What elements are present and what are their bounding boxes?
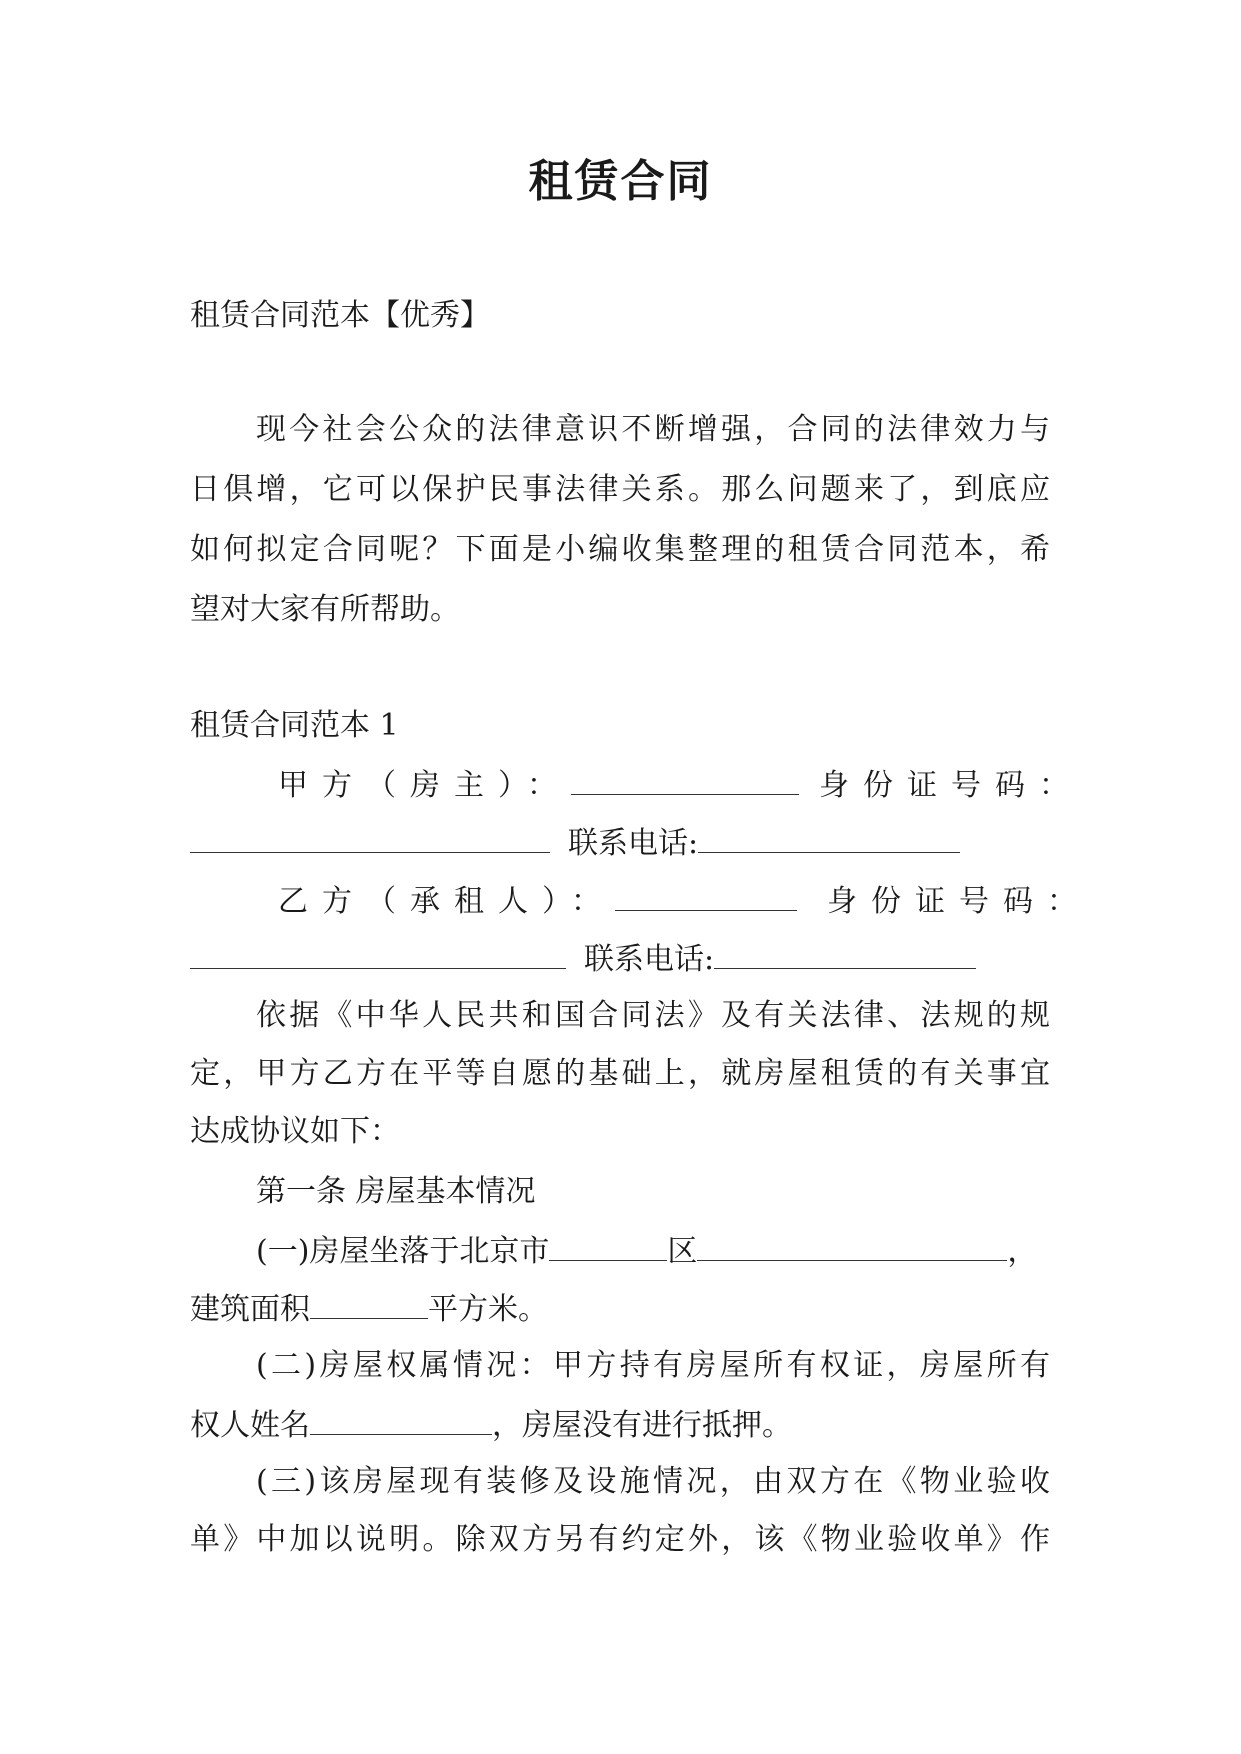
clause-2-owner-suffix: ，房屋没有进行抵押。 [492,1408,792,1443]
party-b-row [278,880,1091,922]
clause-2-line-2 [190,1404,1050,1446]
basis-line-3: 达成协议如下： [190,1114,400,1149]
basis-line-1: 依据《中华人民共和国合同法》及有关法律、法规的规 [256,998,1050,1033]
party-b-label: 乙方（承租人）： [278,884,615,919]
sample-heading: 租赁合同范本 1 [190,708,399,743]
party-a-row [278,764,1083,806]
intro-line-3: 如何拟定合同呢？下面是小编收集整理的租赁合同范本，希 [190,532,1050,567]
clause-1-prefix: (一)房屋坐落于北京市 [256,1234,550,1269]
clause-1-area-prefix: 建筑面积 [190,1292,310,1327]
clause-3-line-1: (三)该房屋现有装修及设施情况，由双方在《物业验收 [256,1464,1050,1499]
party-a-id-label: 身份证号码： [819,768,1083,803]
intro-line-4: 望对大家有所帮助。 [190,592,460,627]
party-a-phone-blank[interactable] [698,822,960,853]
clause-1-line-1 [256,1230,1050,1272]
clause-1-address-blank[interactable] [697,1230,1007,1261]
party-a-phone-label: 联系电话: [568,826,699,861]
clause-1-comma: ， [1007,1234,1038,1269]
clause-2-owner-prefix: 权人姓名 [190,1408,310,1443]
intro-line-1: 现今社会公众的法律意识不断增强，合同的法律效力与 [256,412,1050,447]
document-title: 租赁合同 [528,156,713,207]
party-b-id-label: 身份证号码： [827,884,1091,919]
clause-1-area-suffix: 平方米。 [428,1292,548,1327]
clause-1-city-blank[interactable] [549,1230,667,1261]
intro-line-2: 日俱增，它可以保护民事法律关系。那么问题来了，到底应 [190,472,1050,507]
party-b-id-blank[interactable] [190,938,566,969]
party-b-row-2 [190,938,1050,980]
document-subtitle: 租赁合同范本【优秀】 [190,298,490,333]
clause-1-area-blank[interactable] [310,1288,428,1319]
party-b-phone-label: 联系电话: [584,942,715,977]
clause-2-owner-blank[interactable] [310,1404,492,1435]
party-b-phone-blank[interactable] [714,938,976,969]
party-b-name-blank[interactable] [615,880,797,911]
party-a-id-blank[interactable] [190,822,550,853]
party-a-name-blank[interactable] [571,764,799,795]
clause-1-line-2 [190,1288,1050,1330]
party-a-row-2 [190,822,1050,864]
clause-1-district: 区 [667,1234,698,1269]
clause-3-line-2: 单》中加以说明。除双方另有约定外，该《物业验收单》作 [190,1522,1050,1557]
clause-2-line-1: (二)房屋权属情况：甲方持有房屋所有权证，房屋所有 [256,1348,1050,1383]
article-1-title: 第一条 房屋基本情况 [256,1174,536,1209]
party-a-label: 甲方（房主）： [278,768,571,803]
basis-line-2: 定，甲方乙方在平等自愿的基础上，就房屋租赁的有关事宜 [190,1056,1050,1091]
